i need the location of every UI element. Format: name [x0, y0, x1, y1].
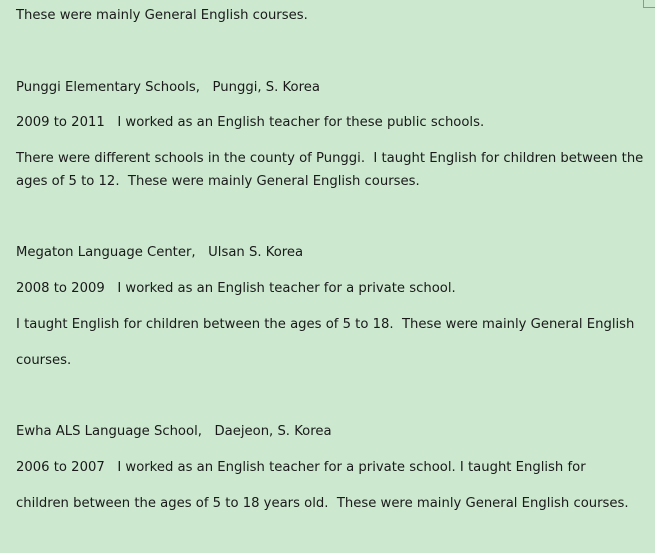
school-heading: Megaton Language Center, Ulsan S. Korea: [16, 245, 304, 260]
school-heading: Punggi Elementary Schools, Punggi, S. Korea: [16, 80, 320, 95]
school-heading: Ewha ALS Language School, Daejeon, S. Korea: [16, 424, 332, 439]
text-line: These were mainly General English courses.: [16, 8, 308, 23]
text-line: There were different schools in the county of Punggi. I taught English for children between the: [16, 151, 644, 166]
text-line: children between the ages of 5 to 18 years old. These were mainly General English courses.: [16, 496, 629, 511]
text-line: ages of 5 to 12. These were mainly General English courses.: [16, 174, 420, 189]
text-line: I taught English for children between the ages of 5 to 18. These were mainly General English: [16, 317, 635, 332]
margin-corner-mark: [643, 0, 655, 8]
text-line: 2008 to 2009 I worked as an English teacher for a private school.: [16, 281, 456, 296]
text-line: 2006 to 2007 I worked as an English teacher for a private school. I taught English for: [16, 460, 586, 475]
text-line: 2009 to 2011 I worked as an English teacher for these public schools.: [16, 115, 485, 130]
text-line: courses.: [16, 353, 72, 368]
